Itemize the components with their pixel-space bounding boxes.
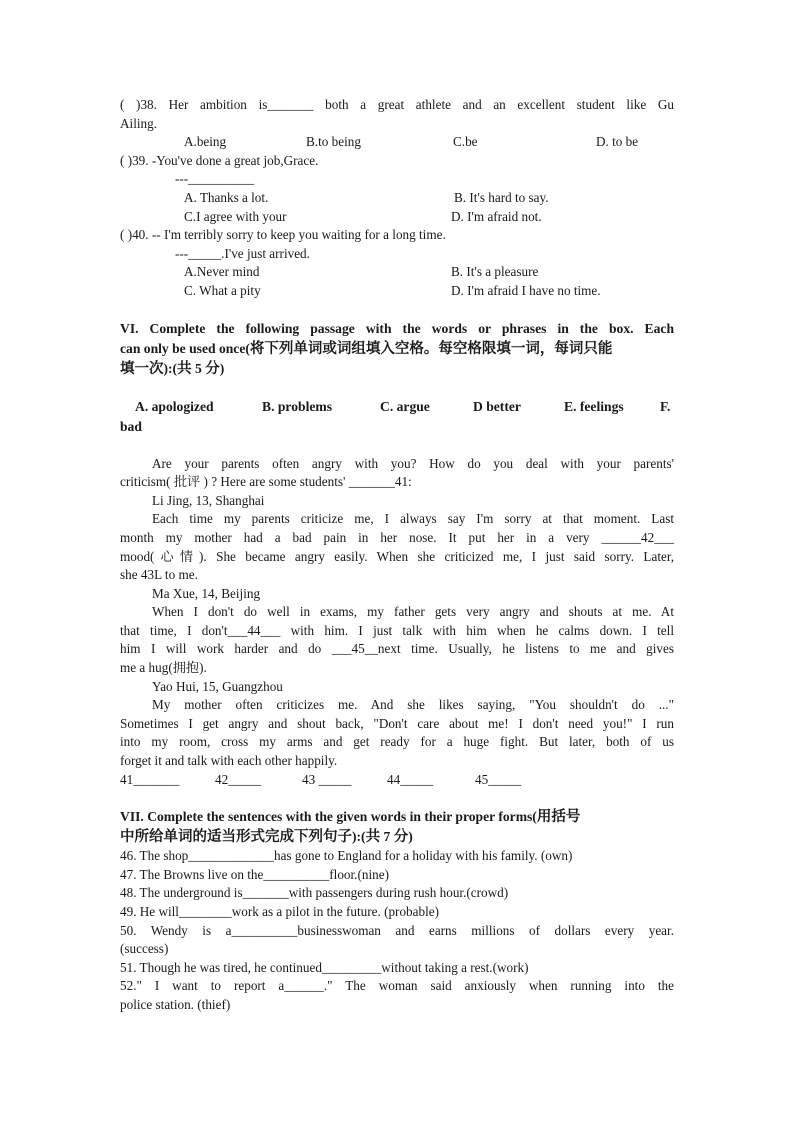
- sentence-52: 52." I want to report a______." The woman said anxiously when running into the: [120, 978, 674, 994]
- heading-text-cn: 分: [393, 829, 409, 846]
- heading-text-cn: 共: [365, 829, 381, 846]
- passage-line: month my mother had a bad pain in her nose. It put her in a very ______42___: [120, 529, 674, 545]
- passage-line: When I don't do well in exams, my father gets very angry and shouts at me. At: [152, 604, 674, 620]
- question-39-options-row1: [120, 189, 674, 208]
- answer-blanks-row: [120, 771, 674, 790]
- question-38-options: [120, 133, 674, 152]
- option-b: B.to being: [306, 134, 361, 150]
- heading-text: ): [408, 829, 413, 845]
- option-a: A.being: [184, 134, 227, 150]
- option-c: C.I agree with your: [184, 208, 287, 224]
- question-40-options-row1: [120, 263, 674, 282]
- heading-text: ):(: [352, 829, 366, 845]
- speaker-name: Li Jing, 13, Shanghai: [152, 492, 265, 508]
- speaker-name: Yao Hui, 15, Guangzhou: [152, 678, 283, 694]
- word-option: D better: [473, 398, 521, 414]
- question-38-stem: ( )38. Her ambition is_______ both a great athlete and an excellent student like Gu: [120, 97, 674, 112]
- sentence-50: 50. Wendy is a__________businesswoman and earns millions of dollars every year.: [120, 922, 674, 938]
- word-option-wrap: bad: [120, 418, 142, 434]
- heading-text-cn: 用括号: [536, 809, 581, 826]
- heading-text: 5: [191, 360, 206, 376]
- answer-blank-45[interactable]: 45_____: [475, 771, 522, 787]
- section-7-heading-line2: [120, 827, 674, 847]
- section-6-heading-line2: [120, 339, 674, 359]
- speaker-name: Ma Xue, 14, Beijing: [152, 585, 261, 601]
- word-box-row: [120, 397, 674, 417]
- answer-blank-41[interactable]: 41_______: [120, 771, 180, 787]
- word-option: C. argue: [380, 398, 430, 414]
- passage-line: Each time my parents criticize me, I always say I'm sorry at that moment. Last: [152, 511, 674, 527]
- option-b: B. It's a pleasure: [451, 264, 539, 280]
- heading-text: can only be used once(: [120, 340, 250, 356]
- heading-text-cn: 中所给单词的适当形式完成下列句子: [120, 829, 352, 846]
- answer-blank-43[interactable]: 43 _____: [302, 771, 352, 787]
- passage-line: My mother often criticizes me. And she likes saying, "You shouldn't do ...": [152, 697, 674, 713]
- section-6-heading-line3: [120, 359, 674, 379]
- section-7-heading-line1: [120, 807, 674, 827]
- heading-text-cn: 分: [205, 360, 220, 377]
- option-a: A. Thanks a lot.: [184, 189, 269, 205]
- answer-blank-42[interactable]: 42_____: [215, 771, 262, 787]
- word-option: F.: [660, 398, 671, 414]
- passage-line: mood(心情). She became angry easily. When she criticized me, I just said sorry. Later,: [120, 548, 674, 564]
- heading-text: ):(: [163, 360, 178, 376]
- section-6-heading-line1: VI. Complete the following passage with the words or phrases in the box. Each: [120, 320, 674, 336]
- sentence-49: 49. He will________work as a pilot in the future. (probable): [120, 904, 439, 919]
- worksheet-page: [120, 96, 674, 1015]
- heading-text-cn: 将下列单词或词组填入空格。每空格限填一词，每词只能: [249, 340, 613, 357]
- passage-line: into my room, cross my arms and get ready for a huge fight. But later, both of us: [120, 734, 674, 750]
- passage-line: Sometimes I get angry and shout back, "Don't care about me! I don't need you!" I run: [120, 715, 674, 731]
- passage-line: forget it and talk with each other happily.: [120, 753, 338, 769]
- heading-text: ): [219, 360, 225, 376]
- question-38-stem-continued: Ailing.: [120, 115, 157, 131]
- question-40-reply: ---_____.I've just arrived.: [175, 245, 310, 261]
- question-39-stem: ( )39. -You've done a great job,Grace.: [120, 152, 319, 168]
- answer-blank-44[interactable]: 44_____: [387, 771, 434, 787]
- question-40-stem: ( )40. -- I'm terribly sorry to keep you waiting for a long time.: [120, 227, 446, 243]
- sentence-47: 47. The Browns live on the__________floor.(nine): [120, 866, 389, 882]
- sentence-50-continued: (success): [120, 941, 169, 957]
- sentence-51: 51. Though he was tired, he continued_________without taking a rest.(work): [120, 959, 529, 975]
- sentence-52-continued: police station. (thief): [120, 996, 231, 1012]
- word-option: A. apologized: [135, 398, 214, 414]
- heading-text: VII. Complete the sentences with the given words in their proper forms(: [120, 809, 537, 825]
- option-c: C. What a pity: [184, 282, 261, 298]
- passage-line: she 43L to me.: [120, 567, 198, 583]
- word-option: E. feelings: [564, 398, 624, 414]
- option-b: B. It's hard to say.: [454, 189, 549, 205]
- question-40-options-row2: [120, 282, 674, 301]
- option-c: C.be: [453, 134, 478, 150]
- heading-text-cn: 填一次: [120, 360, 164, 377]
- sentence-48: 48. The underground is_______with passengers during rush hour.(crowd): [120, 885, 509, 901]
- passage-line: that time, I don't___44___ with him. I just talk with him when he calms down. I tell: [120, 622, 674, 638]
- passage-line: Are your parents often angry with you? How do you deal with your parents': [152, 455, 674, 471]
- option-d: D. I'm afraid I have no time.: [451, 282, 601, 298]
- word-option: B. problems: [262, 398, 332, 414]
- option-a: A.Never mind: [184, 264, 260, 280]
- option-d: D. to be: [596, 134, 639, 150]
- sentence-46: 46. The shop_____________has gone to England for a holiday with his family. (own): [120, 848, 573, 864]
- option-d: D. I'm afraid not.: [451, 208, 542, 224]
- passage-line: criticism( 批评 ) ? Here are some students' _______41:: [120, 474, 412, 490]
- question-39-options-row2: [120, 208, 674, 227]
- question-39-reply: ---__________: [175, 171, 255, 187]
- passage-line: him I will work harder and do ___45__next time. Usually, he listens to me and gives: [120, 641, 674, 657]
- heading-text: 7: [380, 829, 394, 845]
- heading-text-cn: 共: [177, 360, 192, 377]
- passage-line: me a hug(拥抱).: [120, 660, 207, 676]
